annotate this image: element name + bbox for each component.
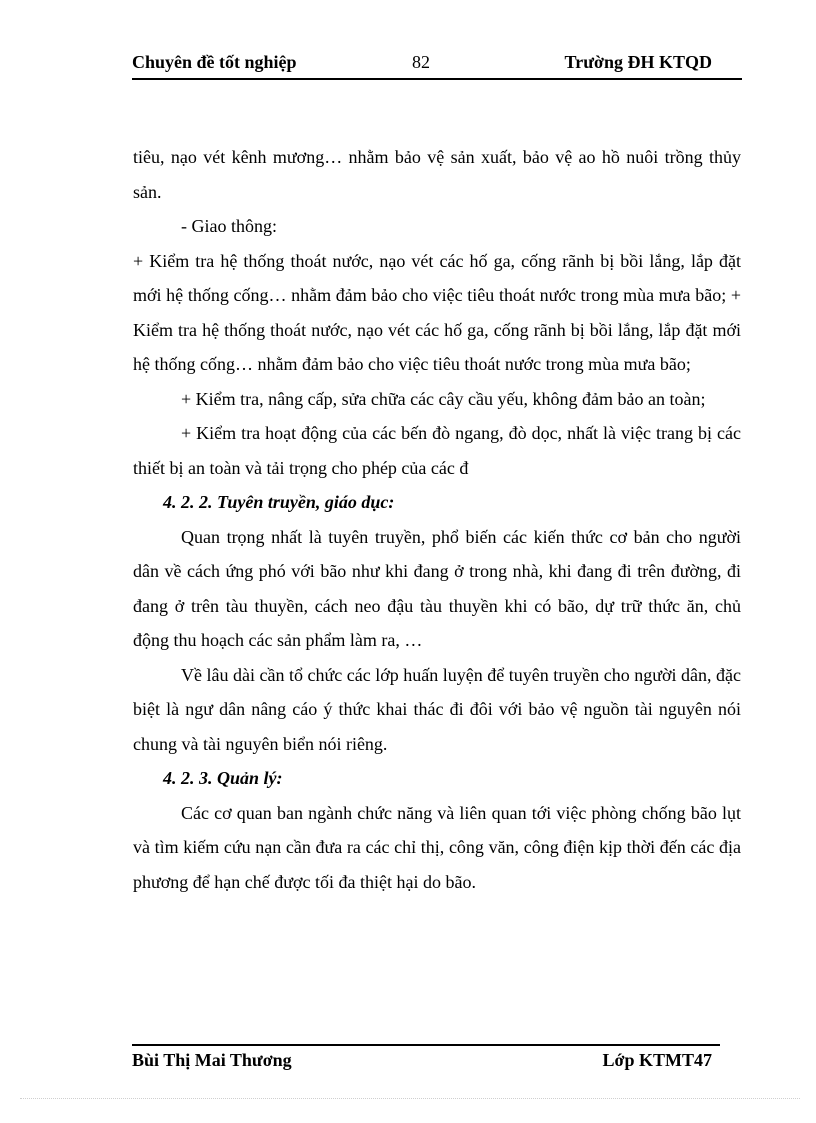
paragraph: Về lâu dài cần tổ chức các lớp huấn luyện để tuyên truyền cho người dân, đặc biệt là ngư dân nâng cáo ý thức khai thác đi đôi với bảo vệ nguồn tài nguyên nói chung và tài nguyên biển nói riêng. [133, 664, 741, 754]
paragraph: tiêu, nạo vét kênh mương… nhằm bảo vệ sản xuất, bảo vệ ao hồ nuôi trồng thủy sản. [133, 147, 741, 202]
section-heading: 4. 2. 2. Tuyên truyền, giáo dục: [163, 492, 395, 512]
paragraph: Các cơ quan ban ngành chức năng và liên quan tới việc phòng chống bão lụt và tìm kiếm cứu nạn cần đưa ra các chỉ thị, công văn, công điện kịp thời đến các địa phương để hạn chế được tối đa thiệt hại do bão. [133, 802, 741, 892]
page-header [132, 52, 742, 80]
header-school: Trường ĐH KTQD [564, 52, 712, 72]
paragraph: + Kiểm tra hệ thống thoát nước, nạo vét các hố ga, cống rãnh bị bồi lắng, lắp đặt mới hệ thống cống… nhằm đảm bảo cho việc tiêu thoát nước trong mùa mưa bão; + Kiểm tra hệ thống thoát nước, nạo vét các hố ga, cống rãnh bị bồi lắng, lắp đặt mới hệ thống cống… nhằm đảm bảo cho việc tiêu thoát nước trong mùa mưa bão; [133, 250, 741, 374]
paragraph: + Kiểm tra hoạt động của các bến đò ngang, đò dọc, nhất là việc trang bị các thiết bị an toàn và tải trọng cho phép của các đ [133, 423, 741, 478]
page-footer [132, 1044, 720, 1076]
paragraph: - Giao thông: [181, 216, 277, 236]
section-heading: 4. 2. 3. Quản lý: [163, 768, 283, 788]
footer-author: Bùi Thị Mai Thương [132, 1050, 292, 1070]
page-bottom-divider [20, 1098, 800, 1099]
paragraph: + Kiểm tra, nâng cấp, sửa chữa các cây cầu yếu, không đảm bảo an toàn; [181, 388, 706, 409]
header-title: Chuyên đề tốt nghiệp [132, 52, 297, 72]
paragraph: Quan trọng nhất là tuyên truyền, phổ biến các kiến thức cơ bản cho người dân về cách ứng phó với bão như khi đang ở trong nhà, khi đang đi trên đường, đi đang ở trên tàu thuyền, cách neo đậu tàu thuyền khi có bão, dự trữ thức ăn, chủ động thu hoạch các sản phẩm làm ra, … [133, 526, 741, 650]
page-body [133, 140, 741, 899]
page-number: 82 [412, 52, 430, 72]
footer-class: Lớp KTMT47 [602, 1050, 712, 1070]
